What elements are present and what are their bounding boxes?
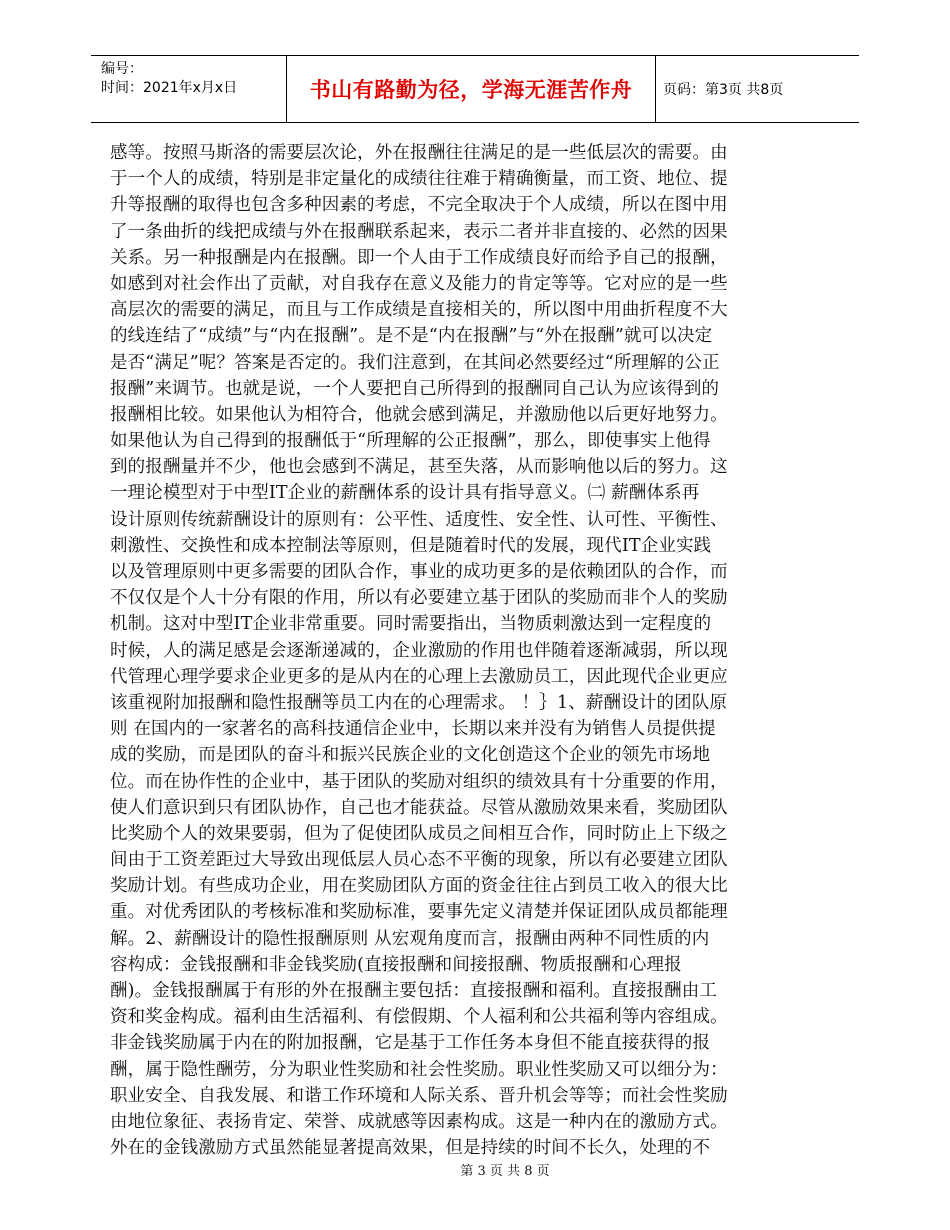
body-line: 资和奖金构成。福利由生活福利、有偿假期、个人福利和公共福利等内容组成。: [110, 1007, 728, 1028]
body-line: 酬，属于隐性酬劳，分为职业性奖励和社会性奖励。职业性奖励又可以细分为：: [110, 1059, 728, 1080]
body-line: 位。而在协作性的企业中，基于团队的奖励对组织的绩效具有十分重要的作用，: [110, 771, 728, 792]
body-line: 该重视附加报酬和隐性报酬等员工内在的心理需求。 ！｝1、薪酬设计的团队原: [110, 692, 728, 713]
body-line: 间由于工资差距过大导致出现低层人员心态不平衡的现象，所以有必要建立团队: [110, 850, 728, 871]
body-line: 重。对优秀团队的考核标准和奖励标准，要事先定义清楚并保证团队成员都能理: [110, 902, 728, 923]
body-line: 是否“满足”呢？答案是否定的。我们注意到，在其间必然要经过“所理解的公正: [110, 352, 720, 373]
body-line: 奖励计划。有些成功企业，用在奖励团队方面的资金往往占到员工收入的很大比: [110, 876, 728, 897]
body-line: 设计原则传统薪酬设计的原则有：公平性、适度性、安全性、认可性、平衡性、: [110, 509, 728, 530]
body-line: 一理论模型对于中型IT企业的薪酬体系的设计具有指导意义。㈡ 薪酬体系再: [110, 483, 700, 504]
body-line: 了一条曲折的线把成绩与外在报酬联系起来，表示二者并非直接的、必然的因果: [110, 221, 728, 242]
body-line: 感等。按照马斯洛的需要层次论，外在报酬往往满足的是一些低层次的需要。由: [110, 143, 728, 163]
body-line: 非金钱奖励属于内在的附加报酬，它是基于工作任务本身但不能直接获得的报: [110, 1033, 711, 1054]
body-line: 比奖励个人的效果要弱，但为了促使团队成员之间相互合作，同时防止上下级之: [110, 823, 728, 844]
body-line: 酬)。金钱报酬属于有形的外在报酬主要包括：直接报酬和福利。直接报酬由工: [110, 981, 718, 1001]
page-footer: 第 3 页 共 8 页: [460, 1164, 550, 1179]
page-header: [91, 55, 859, 123]
body-line: 解。2、薪酬设计的隐性报酬原则 从宏观角度而言，报酬由两种不同性质的内: [110, 928, 710, 949]
body-line: 于一个人的成绩，特别是非定量化的成绩往往难于精确衡量，而工资、地位、提: [110, 169, 728, 190]
body-line: 职业安全、自我发展、和谐工作环境和人际关系、晋升机会等等；而社会性奖励: [110, 1085, 728, 1106]
body-line: 关系。另一种报酬是内在报酬。即一个人由于工作成绩良好而给予自己的报酬，: [110, 247, 728, 268]
body-line: 到的报酬量并不少，他也会感到不满足，甚至失落，从而影响他以后的努力。这: [110, 457, 728, 478]
body-line: 时候，人的满足感是会逐渐递减的，企业激励的作用也伴随着逐渐减弱，所以现: [110, 640, 728, 661]
body-line: 机制。这对中型IT企业非常重要。同时需要指出，当物质刺激达到一定程度的: [110, 614, 712, 635]
body-line: 不仅仅是个人十分有限的作用，所以有必要建立基于团队的奖励而非个人的奖励: [110, 588, 728, 609]
body-line: 的线连结了“成绩”与“内在报酬”。是不是“内在报酬”与“外在报酬”就可以决定: [110, 326, 713, 347]
body-line: 由地位象征、表扬肯定、荣誉、成就感等因素构成。这是一种内在的激励方式。: [110, 1111, 728, 1132]
body-line: 外在的金钱激励方式虽然能显著提高效果，但是持续的时间不长久，处理的不: [110, 1138, 711, 1159]
body-line: 使人们意识到只有团队协作，自己也才能获益。尽管从激励效果来看，奖励团队: [110, 797, 728, 818]
body-line: 则 在国内的一家著名的高科技通信企业中，长期以来并没有为销售人员提供提: [110, 719, 716, 740]
body-line: 报酬相比较。如果他认为相符合，他就会感到满足，并激励他以后更好地努力。: [110, 404, 728, 425]
body-line: 报酬”来调节。也就是说，一个人要把自己所得到的报酬同自己认为应该得到的: [110, 378, 720, 399]
header-page-number: 页码：第3页 共8页: [663, 82, 784, 98]
document-time-label: 时间：2021年x月x日: [101, 80, 238, 96]
body-paragraph: [110, 140, 770, 1161]
header-motto: 书山有路勤为径，学海无涯苦作舟: [286, 56, 656, 122]
document-number-label: 编号：: [101, 61, 143, 77]
body-line: 容构成：金钱报酬和非金钱奖励(直接报酬和间接报酬、物质报酬和心理报: [110, 954, 682, 975]
body-line: 升等报酬的取得也包含多种因素的考虑，不完全取决于个人成绩，所以在图中用: [110, 195, 728, 216]
body-line: 高层次的需要的满足，而且与工作成绩是直接相关的，所以图中用曲折程度不大: [110, 300, 728, 321]
body-line: 代管理心理学要求企业更多的是从内在的心理上去激励员工，因此现代企业更应: [110, 666, 728, 687]
body-line: 刺激性、交换性和成本控制法等原则，但是随着时代的发展，现代IT企业实践: [110, 535, 712, 556]
header-meta: [101, 60, 237, 98]
body-line: 成的奖励，而是团队的奋斗和振兴民族企业的文化创造这个企业的领先市场地: [110, 745, 711, 766]
body-line: 以及管理原则中更多需要的团队合作，事业的成功更多的是依赖团队的合作，而: [110, 562, 728, 582]
body-line: 如感到对社会作出了贡献，对自我存在意义及能力的肯定等等。它对应的是一些: [110, 273, 728, 294]
body-line: 如果他认为自己得到的报酬低于“所理解的公正报酬”，那么，即使事实上他得: [110, 431, 711, 452]
